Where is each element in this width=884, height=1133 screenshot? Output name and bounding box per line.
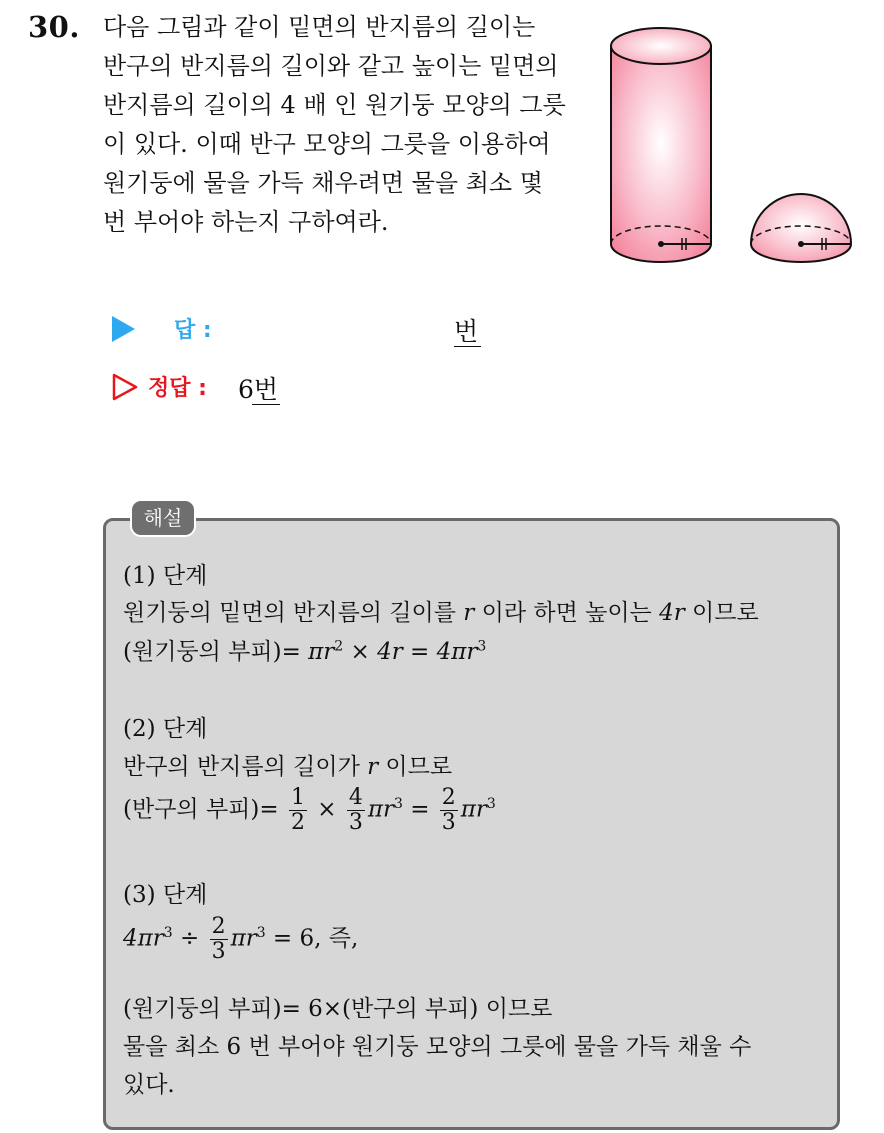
question-text: [103, 8, 593, 242]
cylinder-shape: [611, 28, 711, 262]
answer-underline: [454, 346, 481, 347]
step2-line2: [123, 786, 496, 835]
exponent: 3: [486, 795, 496, 812]
fraction: $\frac{2}{3}$: [441, 785, 456, 835]
step3-line1: [123, 915, 358, 964]
step2-title: (2) 단계: [123, 716, 208, 742]
math-expr: πr: [367, 796, 394, 823]
math-var: r: [367, 754, 379, 780]
text-segment: 반구의 반지름의 길이가: [123, 754, 368, 780]
text-segment: 이라 하면 높이는: [474, 600, 660, 626]
fraction: $\frac{4}{3}$: [348, 785, 363, 835]
step1-title: (1) 단계: [123, 563, 208, 589]
hemisphere-shape: [751, 194, 851, 262]
text-segment: (원기둥의 부피)=: [123, 639, 309, 665]
operator: ×: [309, 796, 344, 823]
exponent: 3: [256, 924, 266, 941]
exponent: 3: [477, 638, 487, 655]
step3-line4: 있다.: [123, 1072, 175, 1098]
math-expr: 4πr: [123, 925, 164, 952]
answer-label: 답 :: [174, 318, 212, 343]
fraction: $\frac{1}{2}$: [290, 785, 305, 835]
operator: ÷: [172, 925, 207, 952]
step3-line3: 물을 최소 6 번 부어야 원기둥 모양의 그릇에 물을 가득 채울 수: [123, 1034, 752, 1060]
math-expr: πr: [230, 925, 257, 952]
step1-line2: [123, 633, 486, 666]
text-segment: 이므로: [378, 754, 453, 780]
solution-tab: 해설: [130, 499, 196, 537]
math-expr: πr: [308, 639, 335, 665]
answer-unit: 번: [454, 317, 479, 346]
step3-title: (3) 단계: [123, 882, 208, 908]
step3-line2: (원기둥의 부피)= 6×(반구의 부피) 이므로: [123, 996, 553, 1022]
answer-row: [112, 312, 532, 348]
question-line: 다음 그림과 같이 밑면의 반지름의 길이는: [103, 13, 536, 41]
step1-line1: [123, 594, 759, 627]
exponent: 2: [334, 638, 344, 655]
outline-arrow-icon: [112, 373, 138, 401]
math-var: r: [463, 600, 475, 626]
operator: =: [402, 796, 437, 823]
correct-underline: [252, 404, 280, 405]
text-segment: 원기둥의 밑면의 반지름의 길이를: [123, 600, 464, 626]
question-line: 반지름의 길이의 4 배 인 원기둥 모양의 그릇: [103, 91, 566, 119]
question-line: 원기둥에 물을 가득 채우려면 물을 최소 몇: [103, 169, 543, 197]
text-segment: = 6, 즉,: [265, 925, 359, 952]
correct-label: 정답 :: [148, 376, 207, 401]
question-line: 반구의 반지름의 길이와 같고 높이는 밑면의: [103, 52, 559, 80]
exponent: 3: [163, 924, 173, 941]
math-expr: πr: [460, 796, 487, 823]
question-number: 30.: [28, 10, 80, 44]
question-line: 이 있다. 이때 반구 모양의 그릇을 이용하여: [103, 130, 551, 158]
play-arrow-icon: [112, 316, 135, 342]
step2-line1: [123, 748, 452, 781]
text-segment: (반구의 부피)=: [123, 796, 286, 823]
fraction: $\frac{2}{3}$: [211, 914, 226, 964]
cylinder-hemisphere-figure: [596, 16, 866, 278]
exponent: 3: [393, 795, 403, 812]
correct-value: 6번: [238, 375, 279, 404]
question-line: 번 부어야 하는지 구하여라.: [103, 208, 389, 236]
math-expr: × 4r = 4πr: [343, 639, 478, 665]
correct-answer-row: [112, 370, 412, 406]
math-var: 4r: [659, 600, 685, 626]
text-segment: 이므로: [684, 600, 759, 626]
